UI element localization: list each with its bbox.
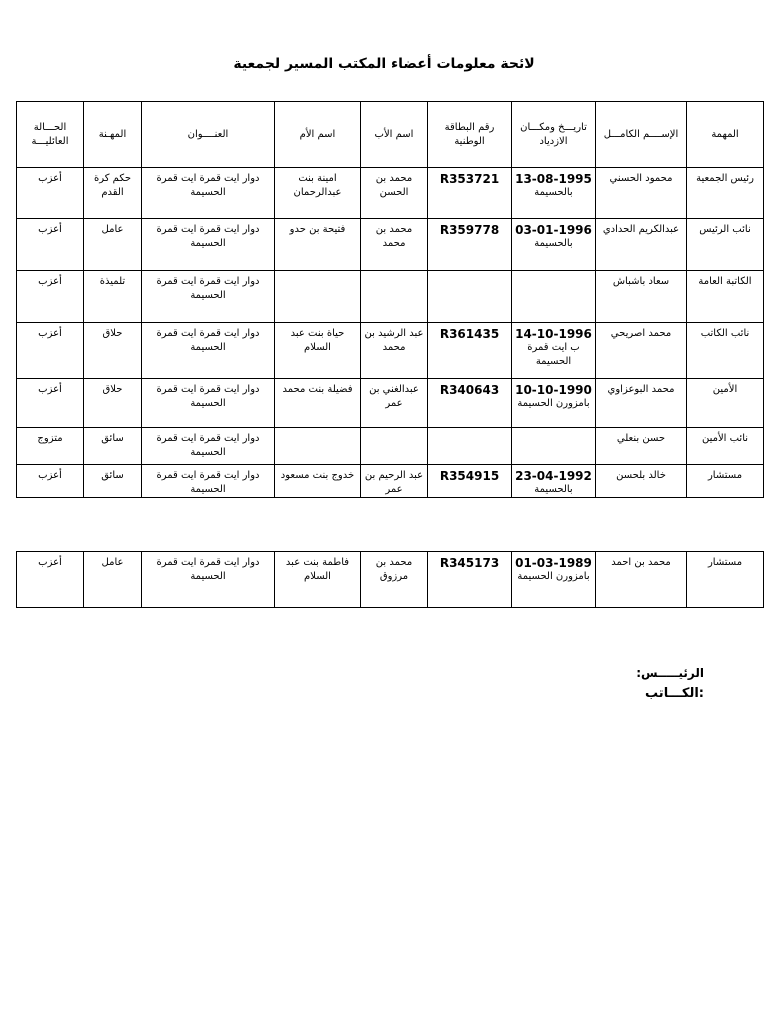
mother-text: خدوج بنت مسعود [280,470,355,481]
job-text: سائق [101,470,124,481]
role-text: مستشار [707,557,743,568]
cell-mother [275,323,361,379]
cell-father [361,428,428,465]
cell-card [428,552,512,608]
job-text: عامل [101,557,124,568]
status-text: أعزب [38,224,62,235]
cell-birth [512,168,596,219]
birth-date: 01-03-1989 [515,556,592,570]
name-text: حسن بنعلي [616,433,666,444]
header-birth: تاريـــخ ومكـــان الازدياد [512,102,596,168]
cell-name [596,219,687,271]
birth-place: بامزورن الحسيمة [517,398,590,409]
cell-card [428,379,512,428]
status-text: أعزب [38,276,62,287]
mother-text: فاطمة بنت عبد السلام [285,557,350,582]
father-text: عبدالغني بن عمر [369,384,419,409]
table-header-row [17,102,764,168]
role-text: نائب الكاتب [700,328,750,339]
header-mother: اسم الأم [275,102,361,168]
cell-role [687,552,764,608]
cell-birth [512,428,596,465]
name-text: سعاد باشباش [612,276,670,287]
birth-date: 03-01-1996 [515,223,592,237]
cell-father [361,168,428,219]
role-text: الكاتبة العامة [698,276,752,287]
table-row [17,219,764,271]
birth-place: بالحسيمة [534,187,573,198]
status-text: أعزب [38,384,62,395]
table-row [17,271,764,323]
cell-role [687,168,764,219]
address-text: دوار ايت قمرة ايت قمرة الحسيمة [156,173,260,198]
job-text: تلميذة [99,276,126,287]
birth-place: بالحسيمة [534,238,573,249]
role-text: مستشار [707,470,743,481]
cell-address [142,379,275,428]
address-text: دوار ايت قمرة ايت قمرة الحسيمة [156,384,260,409]
address-text: دوار ايت قمرة ايت قمرة الحسيمة [156,224,260,249]
cell-role [687,271,764,323]
father-text: محمد بن محمد [375,224,413,249]
father-text: عبد الرحيم بن عمر [364,470,424,495]
father-text: محمد بن مرزوق [375,557,413,582]
cell-name [596,323,687,379]
header-role: المهمة [687,102,764,168]
cell-name [596,465,687,498]
role-text: نائب الأمين [701,433,749,444]
address-text: دوار ايت قمرة ايت قمرة الحسيمة [156,276,260,301]
cell-role [687,379,764,428]
birth-date: 14-10-1996 [515,327,592,341]
cell-status [17,465,84,498]
cell-role [687,219,764,271]
table-row [17,168,764,219]
cell-role [687,323,764,379]
cell-mother [275,552,361,608]
cell-mother [275,379,361,428]
cell-name [596,168,687,219]
name-text: محمد بن احمد [611,557,671,568]
card-number: R340643 [439,383,500,397]
status-text: أعزب [38,557,62,568]
cell-mother [275,271,361,323]
birth-place: بالحسيمة [534,484,573,495]
header-card: رقم البطاقة الوطنية [428,102,512,168]
cell-card [428,465,512,498]
address-text: دوار ايت قمرة ايت قمرة الحسيمة [156,328,260,353]
birth-date: 23-04-1992 [515,469,592,483]
table-row [17,379,764,428]
cell-status [17,271,84,323]
name-text: محمود الحسني [609,173,673,184]
status-text: أعزب [38,328,62,339]
cell-status [17,219,84,271]
cell-job [84,465,142,498]
cell-job [84,379,142,428]
role-text: الأمين [712,384,738,395]
header-name: الإســــم الكامـــل [596,102,687,168]
birth-date: 13-08-1995 [515,172,592,186]
name-text: خالد بلحسن [616,470,666,481]
role-text: رئيس الجمعية [696,173,754,184]
cell-father [361,552,428,608]
mother-text: فتيحة بن حدو [289,224,346,235]
cell-name [596,379,687,428]
president-signature-label: الرئيـــــس: [636,666,704,680]
father-text: محمد بن الحسن [375,173,413,198]
birth-place: ب ايت قمرة الحسيمة [527,342,580,367]
cell-birth [512,552,596,608]
card-number: R359778 [439,223,500,237]
table-row [17,428,764,465]
header-status: الحـــالة العائليـــة [17,102,84,168]
cell-mother [275,428,361,465]
cell-name [596,552,687,608]
cell-job [84,552,142,608]
cell-address [142,271,275,323]
cell-birth [512,219,596,271]
address-text: دوار ايت قمرة ايت قمرة الحسيمة [156,433,260,458]
cell-job [84,219,142,271]
job-text: سائق [101,433,124,444]
mother-text: فضيلة بنت محمد [282,384,353,395]
cell-role [687,428,764,465]
extra-members-table [16,551,764,608]
secretary-signature-label: :الكـــاتب [645,686,704,701]
cell-mother [275,219,361,271]
name-text: محمد اصريحي [610,328,672,339]
cell-address [142,168,275,219]
cell-card [428,168,512,219]
status-text: متزوج [37,433,63,444]
cell-address [142,552,275,608]
cell-address [142,323,275,379]
cell-name [596,271,687,323]
birth-date: 10-10-1990 [515,383,592,397]
mother-text: امينة بنت عبدالرحمان [293,173,342,198]
status-text: أعزب [38,470,62,481]
cell-status [17,552,84,608]
cell-father [361,465,428,498]
job-text: حكم كرة القدم [93,173,132,198]
header-job: المهـنة [84,102,142,168]
status-text: أعزب [38,173,62,184]
cell-card [428,428,512,465]
cell-birth [512,379,596,428]
mother-text: حياة بنت عبد السلام [290,328,345,353]
header-address: العنــــوان [142,102,275,168]
cell-status [17,379,84,428]
job-text: حلاق [102,328,123,339]
cell-job [84,271,142,323]
cell-address [142,428,275,465]
cell-father [361,379,428,428]
cell-father [361,271,428,323]
cell-status [17,323,84,379]
cell-birth [512,271,596,323]
address-text: دوار ايت قمرة ايت قمرة الحسيمة [156,557,260,582]
cell-status [17,168,84,219]
cell-father [361,219,428,271]
cell-birth [512,323,596,379]
job-text: حلاق [102,384,123,395]
job-text: عامل [101,224,124,235]
card-number: R361435 [439,327,500,341]
table-row [17,465,764,498]
table-row [17,552,764,608]
cell-job [84,168,142,219]
birth-place: بامزورن الحسيمة [517,571,590,582]
cell-role [687,465,764,498]
card-number: R353721 [439,172,500,186]
cell-father [361,323,428,379]
cell-job [84,428,142,465]
header-father: اسم الأب [361,102,428,168]
cell-name [596,428,687,465]
cell-card [428,271,512,323]
name-text: محمد البوعزاوي [607,384,675,395]
cell-mother [275,168,361,219]
cell-address [142,465,275,498]
father-text: عبد الرشيد بن محمد [364,328,424,353]
cell-status [17,428,84,465]
cell-birth [512,465,596,498]
role-text: نائب الرئيس [699,224,751,235]
name-text: عبدالكريم الحدادي [602,224,680,235]
cell-card [428,219,512,271]
card-number: R345173 [439,556,500,570]
page-title: لائحة معلومات أعضاء المكتب المسير لجمعية [233,56,535,72]
cell-mother [275,465,361,498]
table-row [17,323,764,379]
address-text: دوار ايت قمرة ايت قمرة الحسيمة [156,470,260,495]
card-number: R354915 [439,469,500,483]
cell-card [428,323,512,379]
cell-address [142,219,275,271]
members-table [16,101,764,498]
cell-job [84,323,142,379]
